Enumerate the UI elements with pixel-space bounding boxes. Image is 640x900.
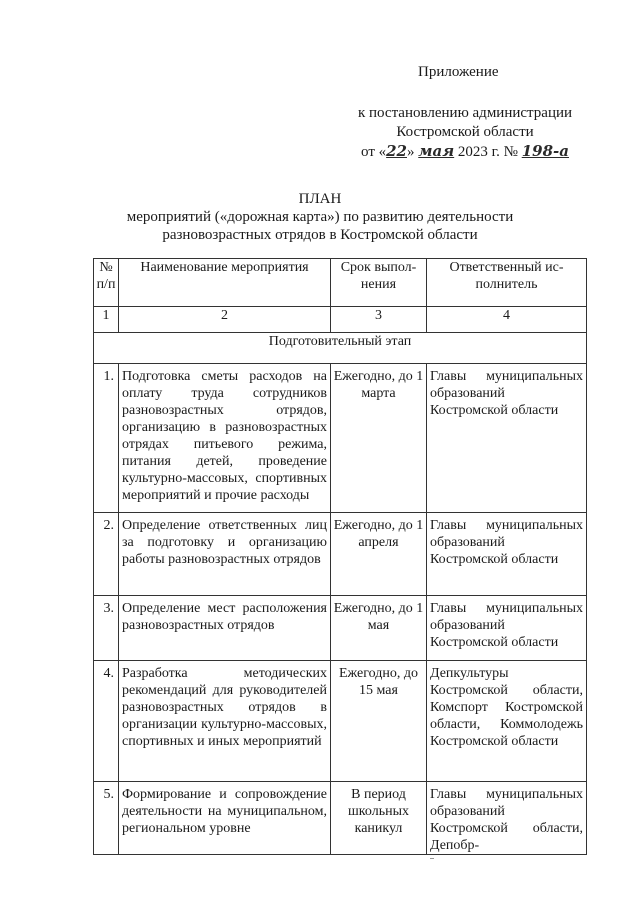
plan-subtitle — [0, 208, 640, 244]
plan-title: ПЛАН — [298, 191, 342, 207]
column-number-row — [94, 307, 587, 333]
stage-label: Подготовительный этап — [94, 333, 587, 364]
plan-subtitle-line-1: мероприятий («дорожная карта») по развитию деятельности — [126, 209, 514, 225]
scan-speck — [430, 858, 434, 859]
row-responsible: Главы муниципальных образований Костромской области — [427, 596, 587, 661]
doc-number-handwritten: 198-а — [521, 142, 569, 160]
row-number: 2. — [94, 513, 119, 596]
date-mid: » — [407, 144, 415, 160]
table-row — [94, 661, 587, 782]
resolution-line-2: Костромской области — [396, 124, 534, 140]
stage-row — [94, 333, 587, 364]
row-term: Ежегодно, до 1 апреля — [331, 513, 427, 596]
header-term: Срок выпол-нения — [331, 259, 427, 307]
table-row — [94, 596, 587, 661]
table-header-row — [94, 259, 587, 307]
row-responsible: Главы муниципальных образований Костромской области, Депобр- — [427, 782, 587, 855]
appendix-label: Приложение — [418, 64, 499, 80]
column-number: 2 — [119, 307, 331, 333]
header-responsible: Ответственный ис-полнитель — [427, 259, 587, 307]
row-responsible: Главы муниципальных образований Костромской области — [427, 513, 587, 596]
header-name: Наименование мероприятия — [119, 259, 331, 307]
row-term: Ежегодно, до 15 мая — [331, 661, 427, 782]
resolution-date-line — [340, 142, 590, 162]
row-activity: Формирование и сопровождение деятельности на муниципальном, региональном уровне — [119, 782, 331, 855]
date-day-handwritten: 22 — [386, 142, 407, 160]
row-activity: Разработка методических рекомендаций для руководителей разновозрастных отрядов в организации культурно-массовых, спортивных и иных мероприятий — [119, 661, 331, 782]
resolution-reference — [340, 104, 590, 162]
table-row — [94, 513, 587, 596]
header-num: № п/п — [94, 259, 119, 307]
date-prefix: от « — [361, 144, 387, 160]
row-term: Ежегодно, до 1 марта — [331, 364, 427, 513]
table-row — [94, 782, 587, 855]
row-term: В период школьных каникул — [331, 782, 427, 855]
date-month-handwritten: мая — [418, 142, 455, 160]
column-number: 4 — [427, 307, 587, 333]
row-responsible: Главы муниципальных образований Костромской области — [427, 364, 587, 513]
row-activity: Определение мест расположения разновозрастных отрядов — [119, 596, 331, 661]
plan-table — [93, 258, 587, 855]
column-number: 3 — [331, 307, 427, 333]
row-responsible: Депкультуры Костромской области, Комспорт Костромской области, Коммолодежь Костромской области — [427, 661, 587, 782]
row-number: 3. — [94, 596, 119, 661]
plan-subtitle-line-2: разновозрастных отрядов в Костромской области — [162, 227, 478, 243]
resolution-line-1: к постановлению администрации — [357, 105, 573, 121]
row-term: Ежегодно, до 1 мая — [331, 596, 427, 661]
row-number: 1. — [94, 364, 119, 513]
row-activity: Определение ответственных лиц за подготовку и организацию работы разновозрастных отрядов — [119, 513, 331, 596]
row-activity: Подготовка сметы расходов на оплату труда сотрудников разновозрастных отрядов, организацию в разновозрастных отрядах питьевого режима, питания детей, проведение культурно-массовых, спортивных мероприятий и прочие расходы — [119, 364, 331, 513]
table-row — [94, 364, 587, 513]
row-number: 4. — [94, 661, 119, 782]
row-number: 5. — [94, 782, 119, 855]
date-year: 2023 г. № — [457, 144, 518, 160]
column-number: 1 — [94, 307, 119, 333]
